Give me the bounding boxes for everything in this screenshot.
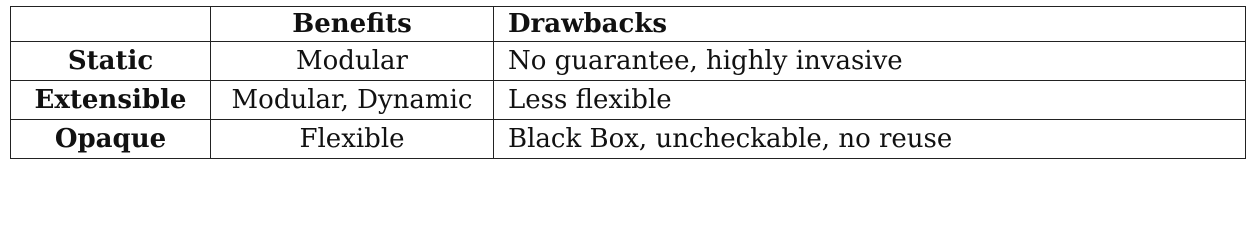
drawbacks-cell: Less flexible — [494, 81, 1246, 120]
table-row — [11, 81, 1246, 120]
table-header-row — [11, 7, 1246, 42]
benefits-cell: Flexible — [211, 120, 494, 159]
table-row — [11, 42, 1246, 81]
row-header-opaque: Opaque — [11, 120, 211, 159]
table-row — [11, 120, 1246, 159]
drawbacks-cell: Black Box, uncheckable, no reuse — [494, 120, 1246, 159]
column-header-drawbacks: Drawbacks — [494, 7, 1246, 42]
corner-cell — [11, 7, 211, 42]
benefits-cell: Modular, Dynamic — [211, 81, 494, 120]
column-header-benefits: Benefits — [211, 7, 494, 42]
drawbacks-cell: No guarantee, highly invasive — [494, 42, 1246, 81]
row-header-static: Static — [11, 42, 211, 81]
comparison-table — [10, 6, 1246, 159]
row-header-extensible: Extensible — [11, 81, 211, 120]
benefits-cell: Modular — [211, 42, 494, 81]
